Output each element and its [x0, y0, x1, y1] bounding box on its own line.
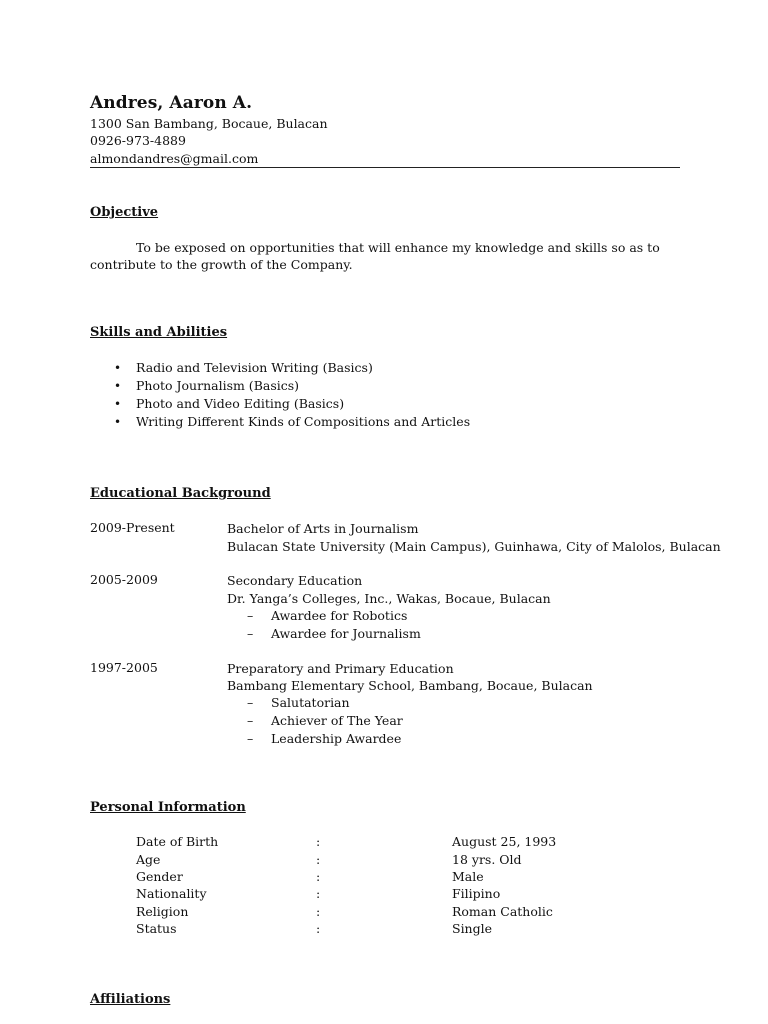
personal-info-label: Religion — [136, 904, 189, 919]
personal-info-label: Gender — [136, 869, 183, 884]
header-divider — [90, 167, 680, 168]
skill-text: Writing Different Kinds of Compositions and Articles — [136, 414, 471, 429]
education-heading: Educational Background — [90, 486, 271, 501]
personal-info-label: Nationality — [136, 886, 207, 901]
personal-info-value: August 25, 1993 — [452, 834, 557, 849]
skill-text: Photo Journalism (Basics) — [136, 378, 300, 393]
personal-info-colon: : — [316, 852, 321, 867]
award-item: Leadership Awardee — [271, 731, 402, 746]
objective-heading: Objective — [90, 205, 159, 220]
education-level: Bachelor of Arts in Journalism — [227, 521, 419, 536]
personal-info-label: Date of Birth — [136, 834, 219, 849]
objective-text-line-1: To be exposed on opportunities that will enhance my knowledge and skills so as to — [136, 240, 660, 255]
personal-info-label: Age — [136, 852, 161, 867]
personal-info-value: Roman Catholic — [452, 904, 553, 919]
award-item: Salutatorian — [271, 695, 350, 710]
dash-icon: – — [247, 608, 254, 623]
dash-icon: – — [247, 695, 254, 710]
personal-info-colon: : — [316, 904, 321, 919]
objective-text-line-2: contribute to the growth of the Company. — [90, 257, 353, 272]
award-item: Achiever of The Year — [271, 713, 403, 728]
award-item: Awardee for Journalism — [271, 626, 421, 641]
applicant-name: Andres, Aaron A. — [90, 93, 253, 113]
personal-info-colon: : — [316, 886, 321, 901]
bullet-icon: • — [114, 415, 122, 429]
personal-info-colon: : — [316, 869, 321, 884]
skill-text: Radio and Television Writing (Basics) — [136, 360, 373, 375]
skills-heading: Skills and Abilities — [90, 325, 228, 340]
bullet-icon: • — [114, 361, 122, 375]
education-years: 2009-Present — [90, 520, 175, 535]
personal-info-value: 18 yrs. Old — [452, 852, 522, 867]
education-school: Bulacan State University (Main Campus), Guinhawa, City of Malolos, Bulacan — [227, 539, 721, 554]
affiliations-heading: Affiliations — [90, 992, 171, 1007]
personal-info-value: Filipino — [452, 886, 501, 901]
applicant-phone: 0926-973-4889 — [90, 133, 186, 148]
education-level: Secondary Education — [227, 573, 363, 588]
personal-info-colon: : — [316, 921, 321, 936]
education-school: Bambang Elementary School, Bambang, Bocaue, Bulacan — [227, 678, 593, 693]
education-level: Preparatory and Primary Education — [227, 661, 454, 676]
education-years: 2005-2009 — [90, 572, 158, 587]
dash-icon: – — [247, 626, 254, 641]
personal-info-value: Male — [452, 869, 484, 884]
dash-icon: – — [247, 731, 254, 746]
bullet-icon: • — [114, 397, 122, 411]
personal-info-value: Single — [452, 921, 493, 936]
personal-info-label: Status — [136, 921, 177, 936]
applicant-email: almondandres@gmail.com — [90, 151, 259, 166]
education-years: 1997-2005 — [90, 660, 158, 675]
applicant-address: 1300 San Bambang, Bocaue, Bulacan — [90, 116, 328, 131]
education-school: Dr. Yanga’s Colleges, Inc., Wakas, Bocaue, Bulacan — [227, 591, 551, 606]
bullet-icon: • — [114, 379, 122, 393]
dash-icon: – — [247, 713, 254, 728]
personal-info-heading: Personal Information — [90, 800, 246, 815]
award-item: Awardee for Robotics — [271, 608, 408, 623]
personal-info-colon: : — [316, 834, 321, 849]
skill-text: Photo and Video Editing (Basics) — [136, 396, 345, 411]
